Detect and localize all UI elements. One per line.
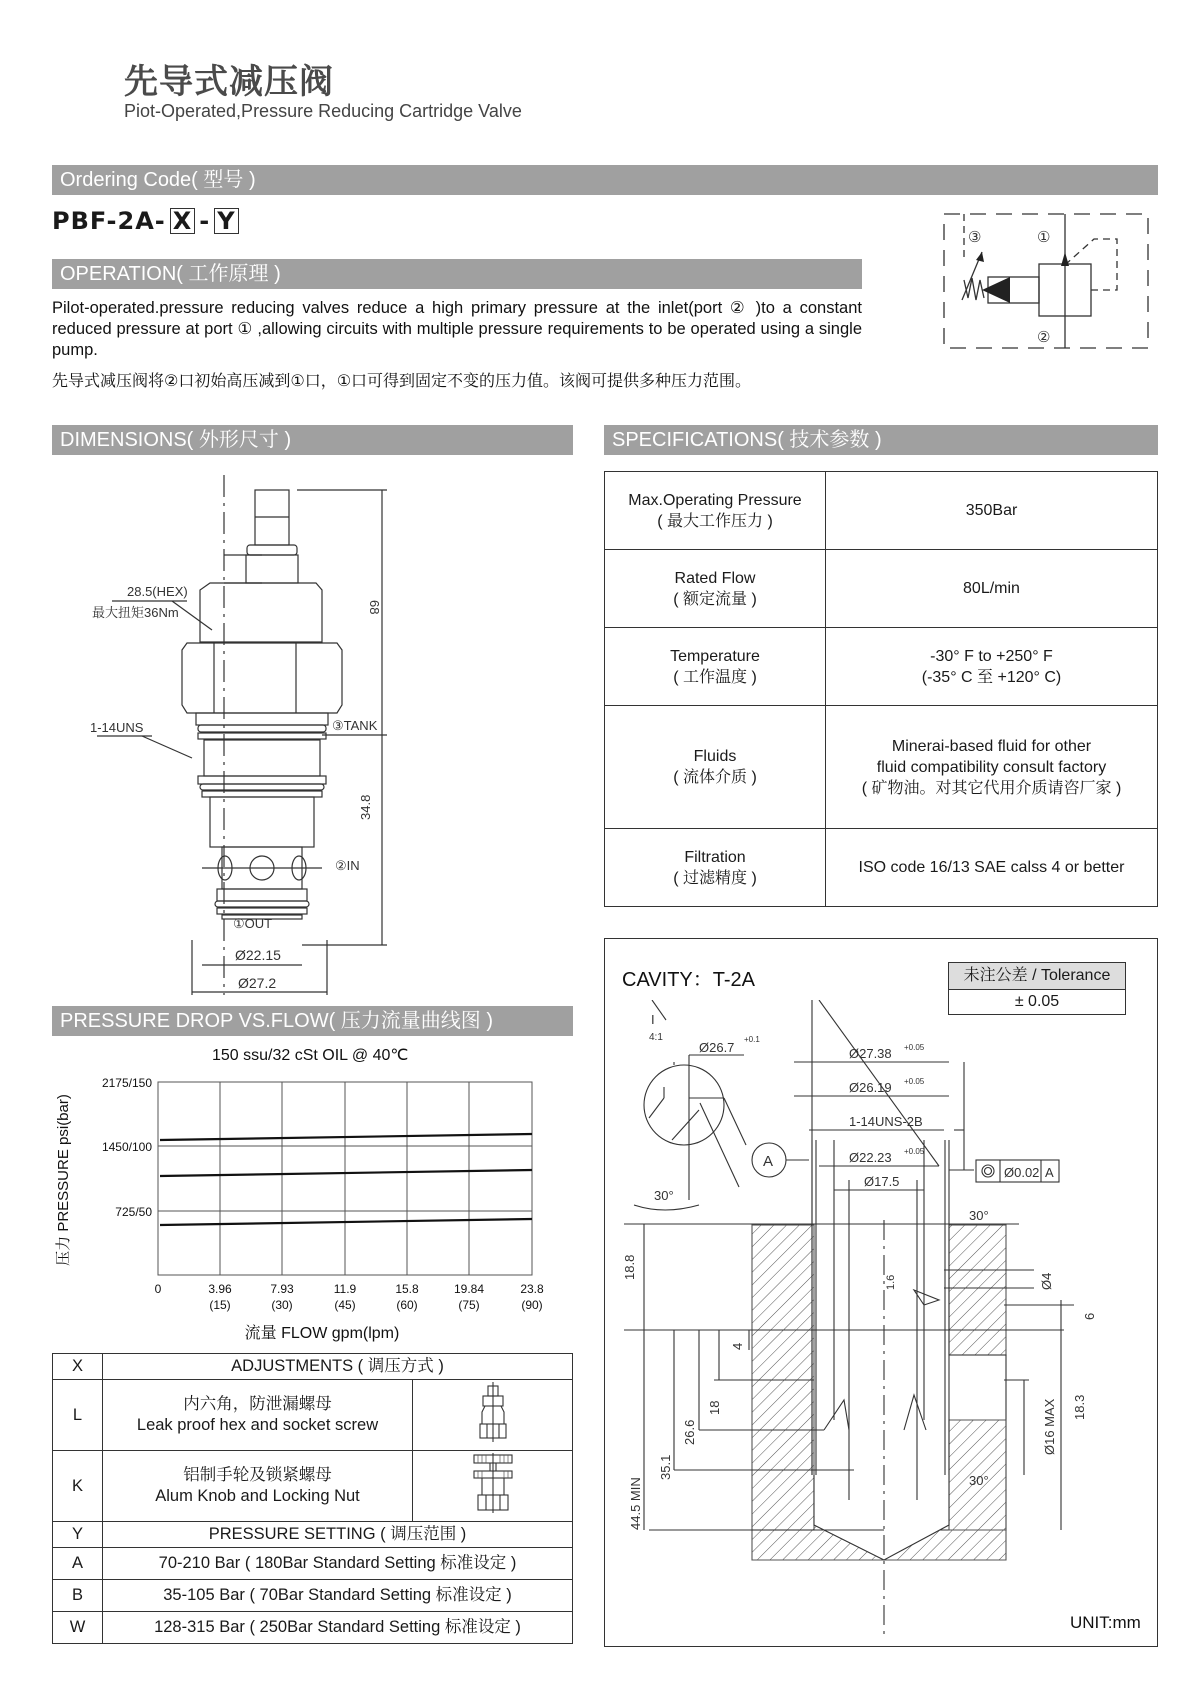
dim-17-5: Ø17.5: [864, 1174, 900, 1189]
spec-value: 350Bar: [826, 472, 1158, 550]
angle-30-bottom: 30°: [969, 1473, 989, 1488]
spec-row: [605, 628, 1158, 706]
x-tick: 7.93: [270, 1282, 294, 1296]
datum-a-label: A: [763, 1153, 774, 1170]
specifications-table: [604, 471, 1158, 907]
cavity-title: CAVITY：T-2A: [622, 969, 755, 991]
y-tick: 725/50: [115, 1205, 152, 1219]
dim-18-8: 18.8: [622, 1254, 637, 1280]
outer-diameter-label: Ø27.2: [238, 975, 277, 991]
x-axis-label: 流量 FLOW gpm(lpm): [244, 1325, 400, 1342]
dimensions-bar: DIMENSIONS( 外形尺寸 ): [52, 425, 573, 455]
spec-row: [605, 706, 1158, 829]
roughness-label: 1.6: [885, 1274, 897, 1290]
valve-dimension-drawing: [52, 460, 573, 1000]
dim-26-6: 26.6: [682, 1419, 697, 1445]
spec-key: Max.Operating Pressure ( 最大工作压力 ): [605, 472, 826, 550]
dim-4: 4: [730, 1342, 745, 1350]
length-total-label: 68: [367, 600, 382, 615]
dim-27-38: Ø27.38: [849, 1046, 892, 1061]
adj-desc: 内六角，防泄漏螺母 Leak proof hex and socket screw: [103, 1380, 413, 1451]
x-tick-lpm: (75): [458, 1298, 480, 1312]
tank-port-label: ③TANK: [332, 718, 378, 733]
alum-knob-icon: [413, 1451, 573, 1522]
ordering-code: [52, 207, 243, 235]
ps-label: 35-105 Bar ( 70Bar Standard Setting 标准设定 ): [103, 1580, 573, 1612]
adj-row-k: [53, 1451, 573, 1522]
ps-header-code: Y: [53, 1522, 103, 1548]
page-title-cn: 先导式减压阀: [124, 62, 334, 102]
hydraulic-symbol-diagram: [942, 212, 1158, 350]
y-tick: 2175/150: [101, 1076, 152, 1090]
tolerance-header: 未注公差 / Tolerance: [949, 963, 1125, 990]
spec-value: -30° F to +250° F (-35° C 至 +120° C): [826, 628, 1158, 706]
spec-key: Rated Flow ( 额定流量 ): [605, 550, 826, 628]
port3-label: ③: [968, 229, 982, 246]
unit-label: UNIT:mm: [1070, 1613, 1141, 1632]
spec-key: Filtration ( 过滤精度 ): [605, 829, 826, 907]
spec-value: ISO code 16/13 SAE calss 4 or better: [826, 829, 1158, 907]
code-y-box: Y: [214, 208, 238, 234]
x-tick-lpm: (60): [396, 1298, 418, 1312]
ps-header-label: PRESSURE SETTING ( 调压范围 ): [103, 1522, 573, 1548]
ps-code: A: [53, 1548, 103, 1580]
operation-text-cn: 先导式减压阀将②口初始高压减到①口，①口可得到固定不变的压力值。该阀可提供多种压力范围。: [52, 371, 752, 390]
detail-label: I: [651, 1012, 655, 1027]
adj-header-code: X: [53, 1354, 103, 1380]
svg-text:+0.05: +0.05: [904, 1147, 925, 1156]
ps-label: 128-315 Bar ( 250Bar Standard Setting 标准设定 ): [103, 1612, 573, 1644]
curve-upper: [160, 1134, 532, 1140]
ps-code: W: [53, 1612, 103, 1644]
operation-bar: OPERATION( 工作原理 ): [52, 259, 862, 289]
spec-value: Minerai-based fluid for other fluid compatibility consult factory ( 矿物油。对其它代用介质请咨厂家 ): [826, 706, 1158, 829]
dim-26-7: Ø26.7: [699, 1040, 735, 1055]
pressure-chart-bar: PRESSURE DROP VS.FLOW( 压力流量曲线图 ): [52, 1006, 573, 1036]
adjustments-table: [52, 1353, 573, 1644]
chart-title: 150 ssu/32 cSt OIL @ 40℃: [212, 1047, 409, 1064]
thread-label: 1-14UNS: [90, 720, 144, 735]
dim-thread-2b: 1-14UNS-2B: [849, 1114, 923, 1129]
length-lower-label: 34.8: [358, 794, 373, 820]
dim-35-1: 35.1: [658, 1454, 673, 1480]
x-tick-lpm: (45): [334, 1298, 356, 1312]
x-tick: 23.8: [520, 1282, 544, 1296]
inner-diameter-label: Ø22.15: [235, 947, 281, 963]
ps-row-a: [53, 1548, 573, 1580]
y-axis-label: 压力 PRESSURE psi(bar): [55, 1094, 72, 1266]
spec-row: [605, 472, 1158, 550]
ps-code: B: [53, 1580, 103, 1612]
svg-text:+0.05: +0.05: [904, 1077, 925, 1086]
out-port-label: ①OUT: [233, 916, 273, 931]
port2-label: ②: [1037, 329, 1051, 346]
svg-text:A: A: [1045, 1165, 1054, 1180]
ps-row-w: [53, 1612, 573, 1644]
dim-22-23: Ø22.23: [849, 1150, 892, 1165]
x-tick-lpm: (30): [271, 1298, 293, 1312]
angle-30-top: 30°: [969, 1208, 989, 1223]
x-tick: 19.84: [453, 1282, 485, 1296]
spec-key: Temperature ( 工作温度 ): [605, 628, 826, 706]
dim-6: 6: [1082, 1312, 1097, 1320]
tolerance-value: ± 0.05: [1014, 993, 1060, 1010]
ps-row-b: [53, 1580, 573, 1612]
hex-label: 28.5(HEX): [127, 584, 188, 599]
angle-30: 30°: [654, 1188, 674, 1203]
x-tick-lpm: (15): [209, 1298, 231, 1312]
ps-label: 70-210 Bar ( 180Bar Standard Setting 标准设定 ): [103, 1548, 573, 1580]
x-tick: 11.9: [333, 1282, 357, 1296]
spec-value: 80L/min: [826, 550, 1158, 628]
page-title-en: Piot-Operated,Pressure Reducing Cartridge Valve: [124, 101, 522, 121]
ordering-code-bar: Ordering Code( 型号 ): [52, 165, 1158, 195]
spec-row: [605, 550, 1158, 628]
adj-row-l: [53, 1380, 573, 1451]
pressure-flow-chart: [52, 1040, 573, 1350]
dim-16-max: Ø16 MAX: [1042, 1398, 1057, 1455]
code-sep: -: [199, 207, 211, 235]
svg-text:+0.05: +0.05: [904, 1043, 925, 1052]
adj-code: L: [53, 1380, 103, 1451]
x-tick: 3.96: [208, 1282, 232, 1296]
dim-26-19: Ø26.19: [849, 1080, 892, 1095]
adj-code: K: [53, 1451, 103, 1522]
adj-header-row: [53, 1354, 573, 1380]
port1-label: ①: [1037, 229, 1051, 246]
dim-44-5: 44.5 MIN: [628, 1477, 643, 1530]
x-tick-lpm: (90): [521, 1298, 543, 1312]
in-port-label: ②IN: [335, 858, 360, 873]
ps-header-row: [53, 1522, 573, 1548]
y-tick: 1450/100: [101, 1140, 152, 1154]
svg-text:+0.1: +0.1: [744, 1035, 760, 1044]
curve-middle: [160, 1170, 532, 1176]
curve-lower: [160, 1219, 532, 1225]
dim-18-3: 18.3: [1072, 1394, 1087, 1420]
x-tick: 15.8: [395, 1282, 419, 1296]
adj-header-label: ADJUSTMENTS ( 调压方式 ): [103, 1354, 573, 1380]
spec-key: Fluids ( 流体介质 ): [605, 706, 826, 829]
hex-socket-screw-icon: [413, 1380, 573, 1451]
adj-desc: 铝制手轮及锁紧螺母 Alum Knob and Locking Nut: [103, 1451, 413, 1522]
concentricity-label: Ø0.02: [1004, 1165, 1040, 1180]
torque-label: 最大扭矩36Nm: [92, 605, 179, 620]
operation-text-en: Pilot-operated.pressure reducing valves reduce a high primary pressure at the inlet(port ② )to a constant reduced pressure at port ① ,allowing circuits with multiple pressure requirements to be operated using a single pump.: [52, 299, 862, 359]
dim-18: 18: [707, 1400, 722, 1415]
detail-scale: 4:1: [649, 1032, 663, 1043]
cavity-drawing: [604, 1000, 1158, 1650]
code-x-box: X: [170, 208, 196, 234]
spec-row: [605, 829, 1158, 907]
specifications-bar: SPECIFICATIONS( 技术参数 ): [604, 425, 1158, 455]
x-tick: 0: [154, 1282, 162, 1296]
code-prefix: PBF-2A-: [52, 207, 166, 235]
dim-d4: Ø4: [1039, 1272, 1054, 1290]
